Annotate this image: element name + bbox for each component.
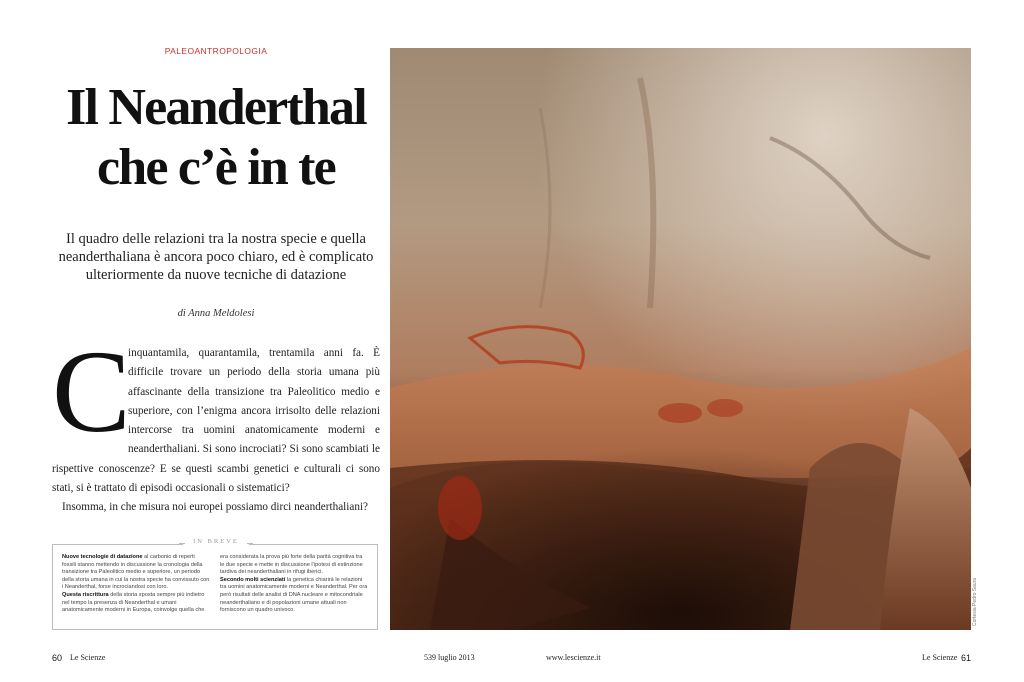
in-breve-item bbox=[62, 592, 210, 615]
cave-painting-illustration bbox=[390, 48, 971, 630]
article-deck: Il quadro delle relazioni tra la nostra specie e quella neanderthaliana è ancora poco chiaro, ed è complicato ulteriormente da nuove tecniche di datazione bbox=[58, 231, 374, 283]
in-breve-text: della storia sposta sempre più indietro nel tempo la presenza di Neanderthal e umani anatomicamente moderni in Europa, coinvolge quella che bbox=[62, 591, 205, 614]
footer-website: www.lescienze.it bbox=[546, 653, 601, 662]
in-breve-lead: Secondo molti scienziati bbox=[220, 576, 286, 583]
cave-photo bbox=[390, 48, 971, 630]
paragraph-2: Insomma, in che misura noi europei possiamo dirci neanderthaliani? bbox=[62, 501, 369, 514]
in-breve-lead: Questa riscrittura bbox=[62, 591, 109, 598]
in-breve-column-1 bbox=[62, 554, 210, 625]
in-breve-text: era considerata la prova più forte della parità cognitiva tra le due specie e mette in discussione l’ipotesi di estinzione tardiva dei neanderthaliani in rifugi iberici. bbox=[220, 554, 363, 576]
in-breve-item bbox=[220, 577, 368, 615]
in-breve-text: la genetica chiarirà le relazioni tra uomini anatomicamente moderni e Neanderthal. Per ora però risultati delle analisi di DNA nucleare e mitocondriale neanderthaliano e di popolazioni umane attuali non forniscono un quadro univoco. bbox=[220, 576, 368, 614]
footer-right-magazine: Le Scienze bbox=[922, 653, 958, 662]
article-title bbox=[40, 78, 392, 198]
in-breve-text: al carbonio di reperti fossili stanno mettendo in discussione la cronologia della transizione tra Paleolitico medio e superiore, un periodo della storia umana in cui la nostra specie ha convissuto con i Neanderthal, forse incrociandosi con loro. bbox=[62, 554, 210, 591]
footer-left-page-number: 60 bbox=[52, 653, 63, 663]
title-line-1: Il Neanderthal bbox=[66, 79, 366, 136]
title-line-2: che c’è in te bbox=[97, 139, 335, 196]
in-breve-lead: Nuove tecnologie di datazione bbox=[62, 554, 143, 560]
article-body bbox=[52, 326, 380, 518]
byline: di Anna Meldolesi bbox=[177, 308, 255, 319]
in-breve-item bbox=[220, 554, 368, 577]
drop-cap: C bbox=[52, 326, 131, 457]
in-breve-box bbox=[52, 538, 378, 630]
section-label: PALEOANTROPOLOGIA bbox=[164, 46, 268, 56]
in-breve-item bbox=[62, 554, 210, 592]
in-breve-label: IN BREVE bbox=[183, 538, 249, 545]
footer-issue: 539 luglio 2013 bbox=[424, 653, 475, 662]
paragraph-1: inquantamila, quarantamila, trentamila anni fa. È difficile trovare un periodo della storia umana più affascinante della transizione tra Paleolitico medio e superiore, con l’enigma ancora irrisolto delle relazioni intercorse tra uomini anatomicamente moderni e neanderthaliani. Si sono incrociati? Si sono scambiati le rispettive conoscenze? E se questi scambi genetici e culturali ci sono stati, si è trattato di episodi occasionali o sistematici? bbox=[52, 347, 380, 495]
footer-right-page-number: 61 bbox=[961, 653, 972, 663]
in-breve-column-2 bbox=[220, 554, 368, 625]
photo-credit: Cortesia Pedro Saura bbox=[972, 577, 978, 626]
in-breve-columns bbox=[62, 554, 368, 625]
footer-left-magazine: Le Scienze bbox=[70, 653, 106, 662]
